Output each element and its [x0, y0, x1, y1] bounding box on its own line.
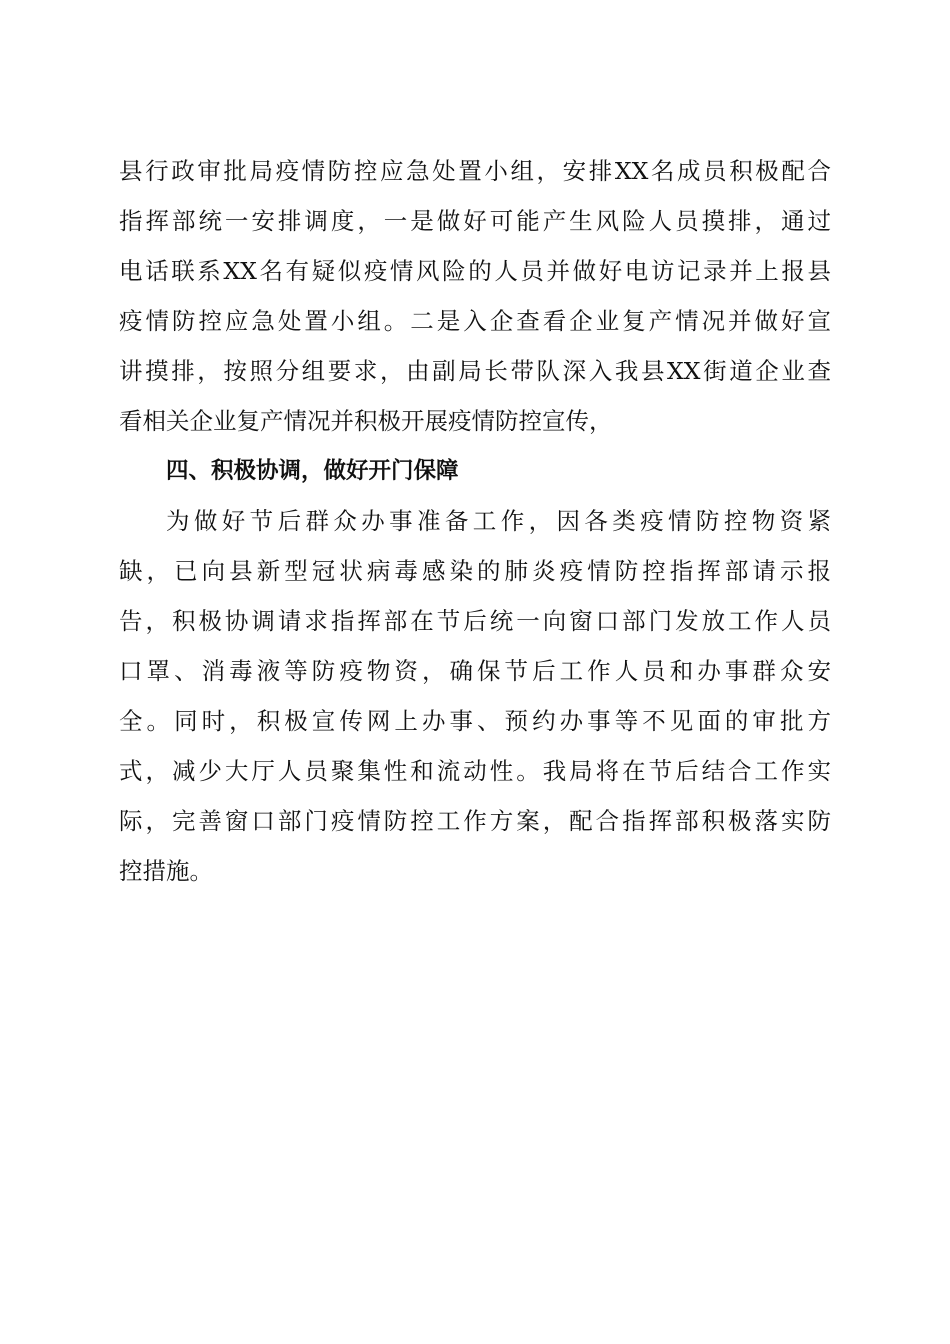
paragraph-line: 口罩、消毒液等防疫物资，确保节后工作人员和办事群众安 [119, 657, 831, 685]
paragraph-line: 指挥部统一安排调度，一是做好可能产生风险人员摸排，通过 [119, 207, 831, 235]
document-body [119, 146, 831, 896]
paragraph-2 [119, 496, 831, 896]
paragraph-line: 缺，已向县新型冠状病毒感染的肺炎疫情防控指挥部请示报 [119, 557, 831, 585]
paragraph-line: 疫情防控应急处置小组。二是入企查看企业复产情况并做好宣 [119, 307, 831, 335]
paragraph-line: 电话联系XX名有疑似疫情风险的人员并做好电访记录并上报县 [119, 257, 831, 285]
paragraph-line: 际，完善窗口部门疫情防控工作方案，配合指挥部积极落实防 [119, 807, 831, 835]
paragraph-line: 讲摸排，按照分组要求，由副局长带队深入我县XX街道企业查 [119, 357, 831, 385]
paragraph-line: 看相关企业复产情况并积极开展疫情防控宣传， [119, 407, 613, 435]
section-heading: 四、积极协调，做好开门保障 [166, 458, 459, 484]
paragraph-line: 县行政审批局疫情防控应急处置小组，安排XX名成员积极配合 [119, 157, 831, 185]
paragraph-line: 式，减少大厅人员聚集性和流动性。我局将在节后结合工作实 [119, 757, 831, 785]
paragraph-line: 为做好节后群众办事准备工作，因各类疫情防控物资紧 [166, 507, 831, 535]
paragraph-line: 全。同时，积极宣传网上办事、预约办事等不见面的审批方 [119, 707, 831, 735]
paragraph-line: 告，积极协调请求指挥部在节后统一向窗口部门发放工作人员 [119, 607, 831, 635]
paragraph-1 [119, 146, 831, 446]
paragraph-line: 控措施。 [119, 857, 213, 885]
